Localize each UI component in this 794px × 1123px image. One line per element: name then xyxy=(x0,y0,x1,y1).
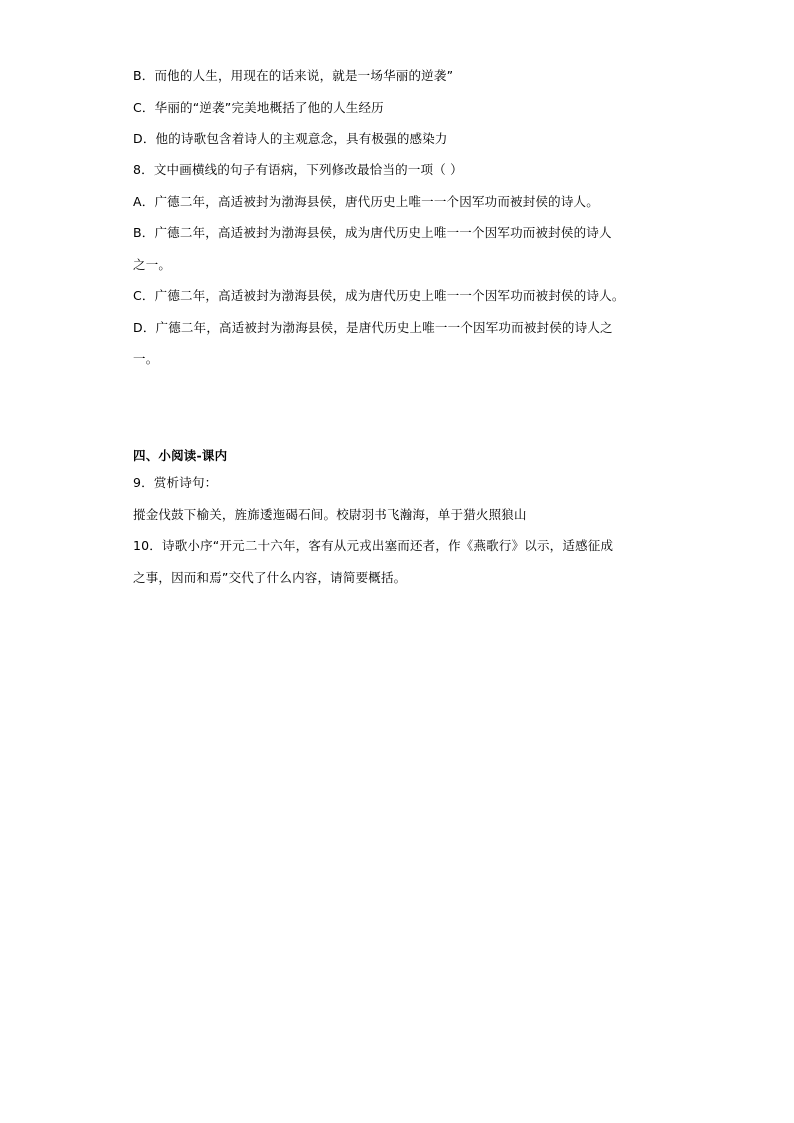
q10-line1: 10．诗歌小序“开元二十六年，客有从元戎出塞而还者，作《燕歌行》以示，适感征成 xyxy=(133,538,614,553)
q8-option-a: A．广德二年，高适被封为渤海县侯，唐代历史上唯一一个因军功而被封侯的诗人。 xyxy=(133,194,599,209)
q7-option-c: C．华丽的“逆袭”完美地概括了他的人生经历 xyxy=(133,100,384,115)
q8-option-d-line2: 一。 xyxy=(133,351,159,366)
q10-line2: 之事，因而和焉”交代了什么内容，请简要概括。 xyxy=(133,570,407,585)
q8-stem: 8．文中画横线的句子有语病，下列修改最恰当的一项（ ） xyxy=(133,162,463,177)
q9-poem: 摐金伐鼓下榆关，旌旆逶迤碣石间。校尉羽书飞瀚海，单于猎火照狼山 xyxy=(133,507,527,522)
q7-option-b: B．而他的人生，用现在的话来说，就是一场华丽的逆袭” xyxy=(133,68,454,83)
q8-option-c: C．广德二年，高适被封为渤海县侯，成为唐代历史上唯一一个因军功而被封侯的诗人。 xyxy=(133,288,625,303)
section-4-title: 四、小阅读-课内 xyxy=(133,448,228,463)
q8-option-d-line1: D．广德二年，高适被封为渤海县侯，是唐代历史上唯一一个因军功而被封侯的诗人之 xyxy=(133,320,613,335)
q7-option-d: D．他的诗歌包含着诗人的主观意念，具有极强的感染力 xyxy=(133,131,448,146)
q8-option-b-line1: B．广德二年，高适被封为渤海县侯，成为唐代历史上唯一一个因军功而被封侯的诗人 xyxy=(133,225,612,240)
q9-stem: 9．赏析诗句： xyxy=(133,475,218,490)
q8-option-b-line2: 之一。 xyxy=(133,257,172,272)
